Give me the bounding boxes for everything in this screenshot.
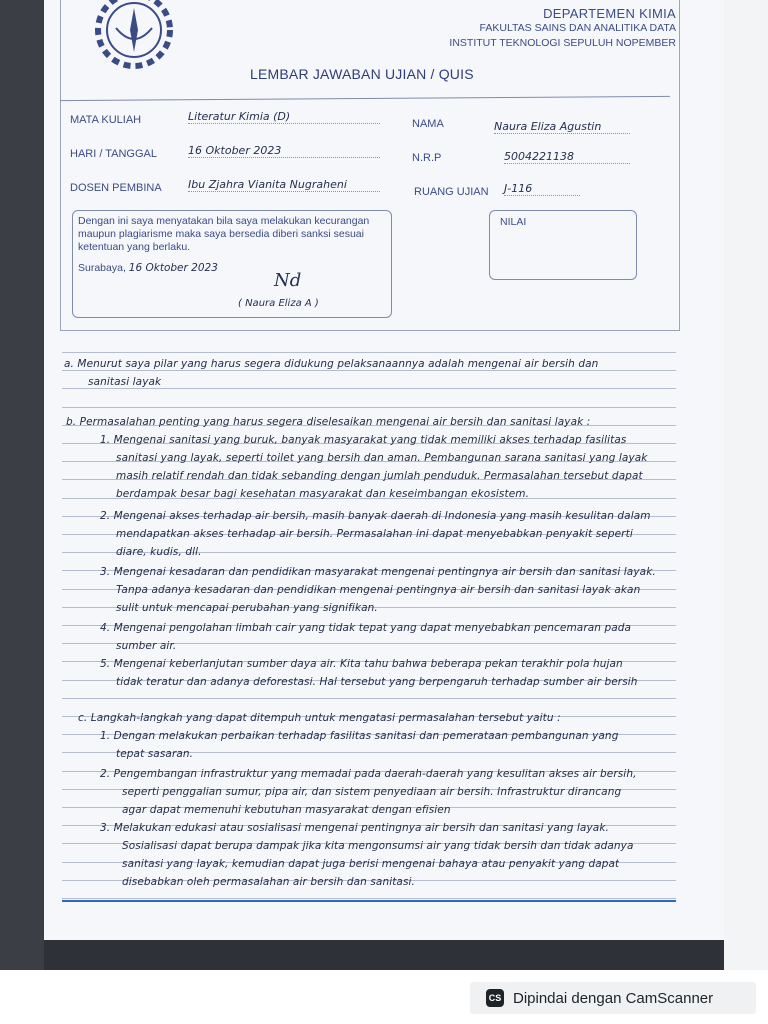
answer-line: agar dapat memenuhi kebutuhan masyarakat dengan efisien (122, 804, 451, 816)
signing-city: Surabaya, (78, 262, 126, 274)
answer-line: sanitasi yang layak, seperti toilet yang bersih dan aman. Pembangunan sarana sanitasi yang layak (116, 452, 648, 464)
faculty-name: FAKULTAS SAINS DAN ANALITIKA DATA (479, 22, 676, 34)
answer-line: a. Menurut saya pilar yang harus segera didukung pelaksanaannya adalah mengenai air bersih dan (64, 358, 599, 370)
grade-label: NILAI (500, 216, 527, 228)
signer-name: ( Naura Eliza A ) (238, 298, 319, 309)
answer-line: mendapatkan akses terhadap air bersih. Permasalahan ini dapat menyebabkan penyakit seperti (116, 528, 633, 540)
scan-background-bottom (44, 940, 724, 970)
answer-line: seperti penggalian sumur, pipa air, dan sistem penyediaan air bersih. Infrastruktur dirancang (122, 786, 622, 798)
answer-line: 1. Dengan melakukan perbaikan terhadap fasilitas sanitasi dan pemerataan pembangunan yang (100, 730, 619, 742)
answer-line: 2. Mengenai akses terhadap air bersih, masih banyak daerah di Indonesia yang masih kesulitan dalam (100, 510, 651, 522)
handwritten-signature: Nd (274, 270, 302, 291)
scan-background-left (0, 0, 44, 970)
mata-kuliah-label: MATA KULIAH (70, 114, 142, 126)
sheet-title: LEMBAR JAWABAN UJIAN / QUIS (250, 66, 474, 82)
ruled-line (62, 698, 676, 699)
signing-place-date (78, 262, 218, 274)
answer-line: tepat sasaran. (116, 748, 194, 760)
mata-kuliah-value: Literatur Kimia (D) (188, 110, 380, 124)
answer-line: sanitasi yang layak, kemudian dapat juga berisi mengenai bahaya atau penyakit yang dapat (122, 858, 620, 870)
camscanner-text: Dipindai dengan CamScanner (513, 989, 714, 1007)
answer-line: masih relatif rendah dan tidak sebanding dengan jumlah penduduk. Permasalahan tersebut dapat (116, 470, 643, 482)
ruled-line (62, 388, 676, 389)
answer-line: sanitasi layak (88, 376, 162, 388)
signing-date: 16 Oktober 2023 (128, 262, 218, 274)
hari-tanggal-label: HARI / TANGGAL (70, 148, 158, 160)
answer-line: 1. Mengenai sanitasi yang buruk, banyak masyarakat yang tidak memiliki akses terhadap fasilitas (100, 434, 627, 446)
camscanner-icon: CS (486, 989, 504, 1007)
camscanner-watermark (470, 982, 756, 1014)
answer-line: disebabkan oleh permasalahan air bersih dan sanitasi. (122, 876, 415, 888)
answer-line: diare, kudis, dll. (116, 546, 202, 558)
answer-line: b. Permasalahan penting yang harus segera diselesaikan mengenai air bersih dan sanitasi layak : (66, 416, 591, 428)
answer-line: berdampak besar bagi kesehatan masyarakat dan keseimbangan ekosistem. (116, 488, 530, 500)
ruled-line (62, 352, 676, 353)
ruang-ujian-label: RUANG UJIAN (414, 186, 489, 198)
declaration-text: Dengan ini saya menyatakan bila saya melakukan kecurangan maupun plagiarisme maka saya bersedia diberi sanksi sesuai ketentuan yang berlaku. (78, 215, 370, 253)
answer-line: 4. Mengenai pengolahan limbah cair yang tidak tepat yang dapat menyebabkan pencemaran pada (100, 622, 632, 634)
nama-value: Naura Eliza Agustin (494, 120, 630, 134)
hari-tanggal-value: 16 Oktober 2023 (188, 144, 380, 158)
institution-header (449, 6, 676, 51)
answer-line: sumber air. (116, 640, 177, 652)
dosen-label: DOSEN PEMBINA (70, 182, 162, 194)
department-name: DEPARTEMEN KIMIA (543, 6, 676, 21)
ruled-line (62, 407, 676, 408)
its-logo (86, 0, 182, 74)
scan-background-right (724, 0, 768, 970)
answer-line: 3. Mengenai kesadaran dan pendidikan masyarakat mengenai pentingnya air bersih dan sanitasi layak. (100, 566, 656, 578)
answer-line: 5. Mengenai keberlanjutan sumber daya air. Kita tahu bahwa beberapa pekan terakhir pola hujan (100, 658, 623, 670)
answer-line: sulit untuk mencapai perubahan yang signifikan. (116, 602, 378, 614)
answer-line: c. Langkah-langkah yang dapat ditempuh untuk mengatasi permasalahan tersebut yaitu : (78, 712, 561, 724)
answer-line: Sosialisasi dapat berupa dampak jika kita mengonsumsi air yang tidak bersih dan tidak adanya (122, 840, 634, 852)
nrp-label: N.R.P (412, 152, 442, 164)
answer-end-line (62, 900, 676, 902)
ruled-line (62, 898, 676, 899)
dosen-value: Ibu Zjahra Vianita Nugraheni (188, 178, 380, 192)
answer-line: Tanpa adanya kesadaran dan pendidikan mengenai pentingnya air bersih dan sanitasi layak akan (116, 584, 641, 596)
institute-name: INSTITUT TEKNOLOGI SEPULUH NOPEMBER (449, 37, 676, 49)
answer-line: tidak teratur dan adanya deforestasi. Hal tersebut yang berpengaruh terhadap sumber air bersih (116, 676, 638, 688)
answer-line: 2. Pengembangan infrastruktur yang memadai pada daerah-daerah yang kesulitan akses air bersih, (100, 768, 637, 780)
nama-label: NAMA (412, 118, 444, 130)
ruled-line (62, 370, 676, 371)
nrp-value: 5004221138 (504, 150, 630, 164)
ruang-ujian-value: J-116 (504, 182, 580, 196)
answer-line: 3. Melakukan edukasi atau sosialisasi mengenai pentingnya air bersih dan sanitasi yang layak. (100, 822, 609, 834)
